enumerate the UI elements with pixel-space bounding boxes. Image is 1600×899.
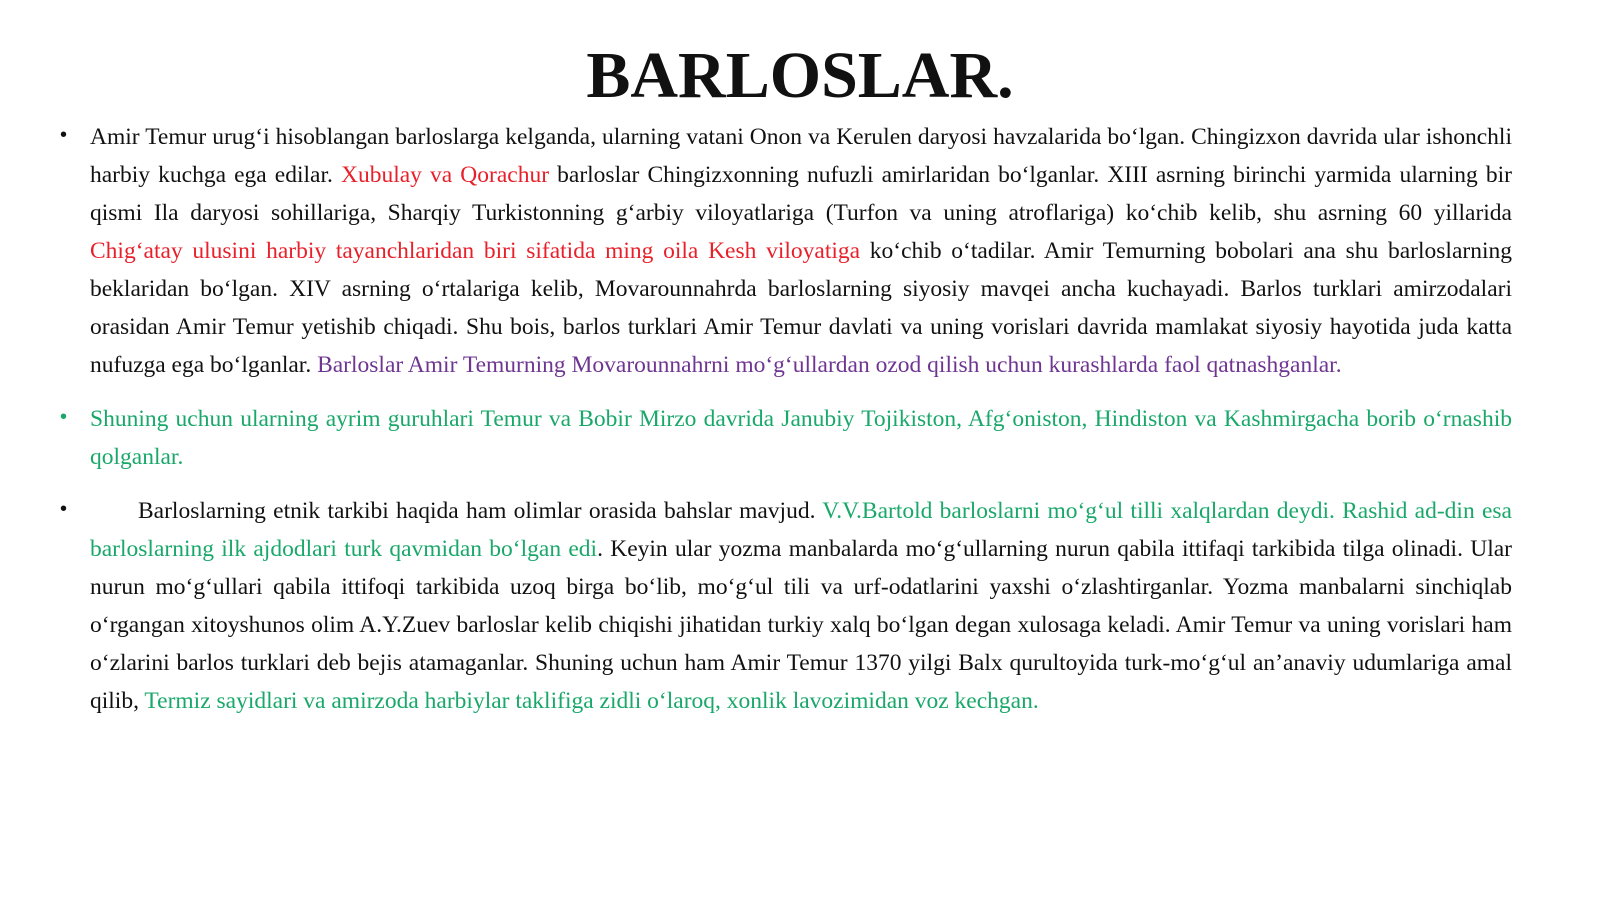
paragraph-1-text-cont-2: ko‘chib o‘tadilar. Amir Temurning bobolari ana shu barloslarning beklaridan bo‘lgan. XIV asrning o‘rtalariga kelib, Movarounnahrda barloslarning siyosiy mavqei ancha kuchayadi. Barlos turklari amirzodalari orasidan Amir Temur yetishib chiqadi. Shu bois, barlos turklari Amir Temur davlati va uning vorislari davrida mamlakat siyosiy hayotida juda katta nufuzga ega bo‘lganlar.: [90, 238, 1512, 378]
paragraph-1-text-cont: barloslar Chingizxonning nufuzli amirlaridan bo‘lganlar. XIII asrning birinchi yarmida ularning bir qismi Ila daryosi sohillariga, Sharqiy Turkistonning g‘arbiy viloyatlariga (Turfon va uning atroflariga) ko‘chib kelib, shu asrning 60 yillarida: [90, 162, 1512, 226]
highlight-xubulay-qorachur: Xubulay va Qorachur: [340, 162, 550, 188]
paragraph-3-text: Barloslarning etnik tarkibi haqida ham olimlar orasida bahslar mavjud.: [138, 498, 823, 524]
paragraph-2-text: Shuning uchun ularning ayrim guruhlari Temur va Bobir Mirzo davrida Janubiy Tojikiston, Afg‘oniston, Hindiston va Kashmirgacha borib o‘rnashib qolganlar.: [90, 406, 1512, 470]
highlight-termiz-sayidlari: Termiz sayidlari va amirzoda harbiylar taklifiga zidli o‘laroq, xonlik lavozimidan voz kechgan.: [144, 688, 1039, 714]
highlight-bartold-rashid: V.V.Bartold barloslarni mo‘g‘ul tilli xalqlardan deydi. Rashid ad-din esa barloslarning ilk ajdodlari turk qavmidan bo‘lgan edi: [90, 498, 1512, 562]
paragraph-3-text-cont: . Keyin ular yozma manbalarda mo‘g‘ullarning nurun qabila ittifaqi tarkibida tilga olinadi. Ular nurun mo‘g‘ullari qabila ittifoqi tarkibida uzoq birga bo‘lib, mo‘g‘ul tili va urf-odatlarini yaxshi o‘zlashtirganlar. Yozma manbalarni sinchiqlab o‘rgangan xitoyshunos olim A.Y.Zuev barloslar kelib chiqishi jihatidan turkiy xalq bo‘lgan degan xulosaga keladi. Amir Temur va uning vorislari ham o‘zlarini barlos turklari deb bejis atamaganlar. Shuning uchun ham Amir Temur 1370 yilgi Balx qurultoyida turk-mo‘g‘ul an’anaviy udumlariga amal qilib,: [90, 536, 1512, 714]
slide-title: BARLOSLAR.: [586, 39, 1014, 112]
highlight-barloslar-amir-temur: Barloslar Amir Temurning Movarounnahrni mo‘g‘ullardan ozod qilish uchun kurashlarda faol qatnashganlar.: [317, 352, 1342, 378]
bullet-icon: •: [60, 406, 68, 428]
bullet-icon: •: [60, 498, 68, 520]
paragraph-2: [60, 400, 1512, 476]
paragraph-1-text: Amir Temur urug‘i hisoblangan barloslarga kelganda, ularning vatani Onon va Kerulen daryosi havzalarida bo‘lgan. Chingizxon davrida ular ishonchli harbiy kuchga ega edilar.: [90, 124, 1512, 188]
highlight-chigatay-ulusi: Chig‘atay ulusini harbiy tayanchlaridan biri sifatida ming oila Kesh viloyatiga: [90, 238, 861, 264]
bullet-icon: •: [60, 124, 68, 146]
paragraph-3: [60, 492, 1512, 720]
slide-body: [60, 118, 1512, 736]
paragraph-1: [60, 118, 1512, 384]
